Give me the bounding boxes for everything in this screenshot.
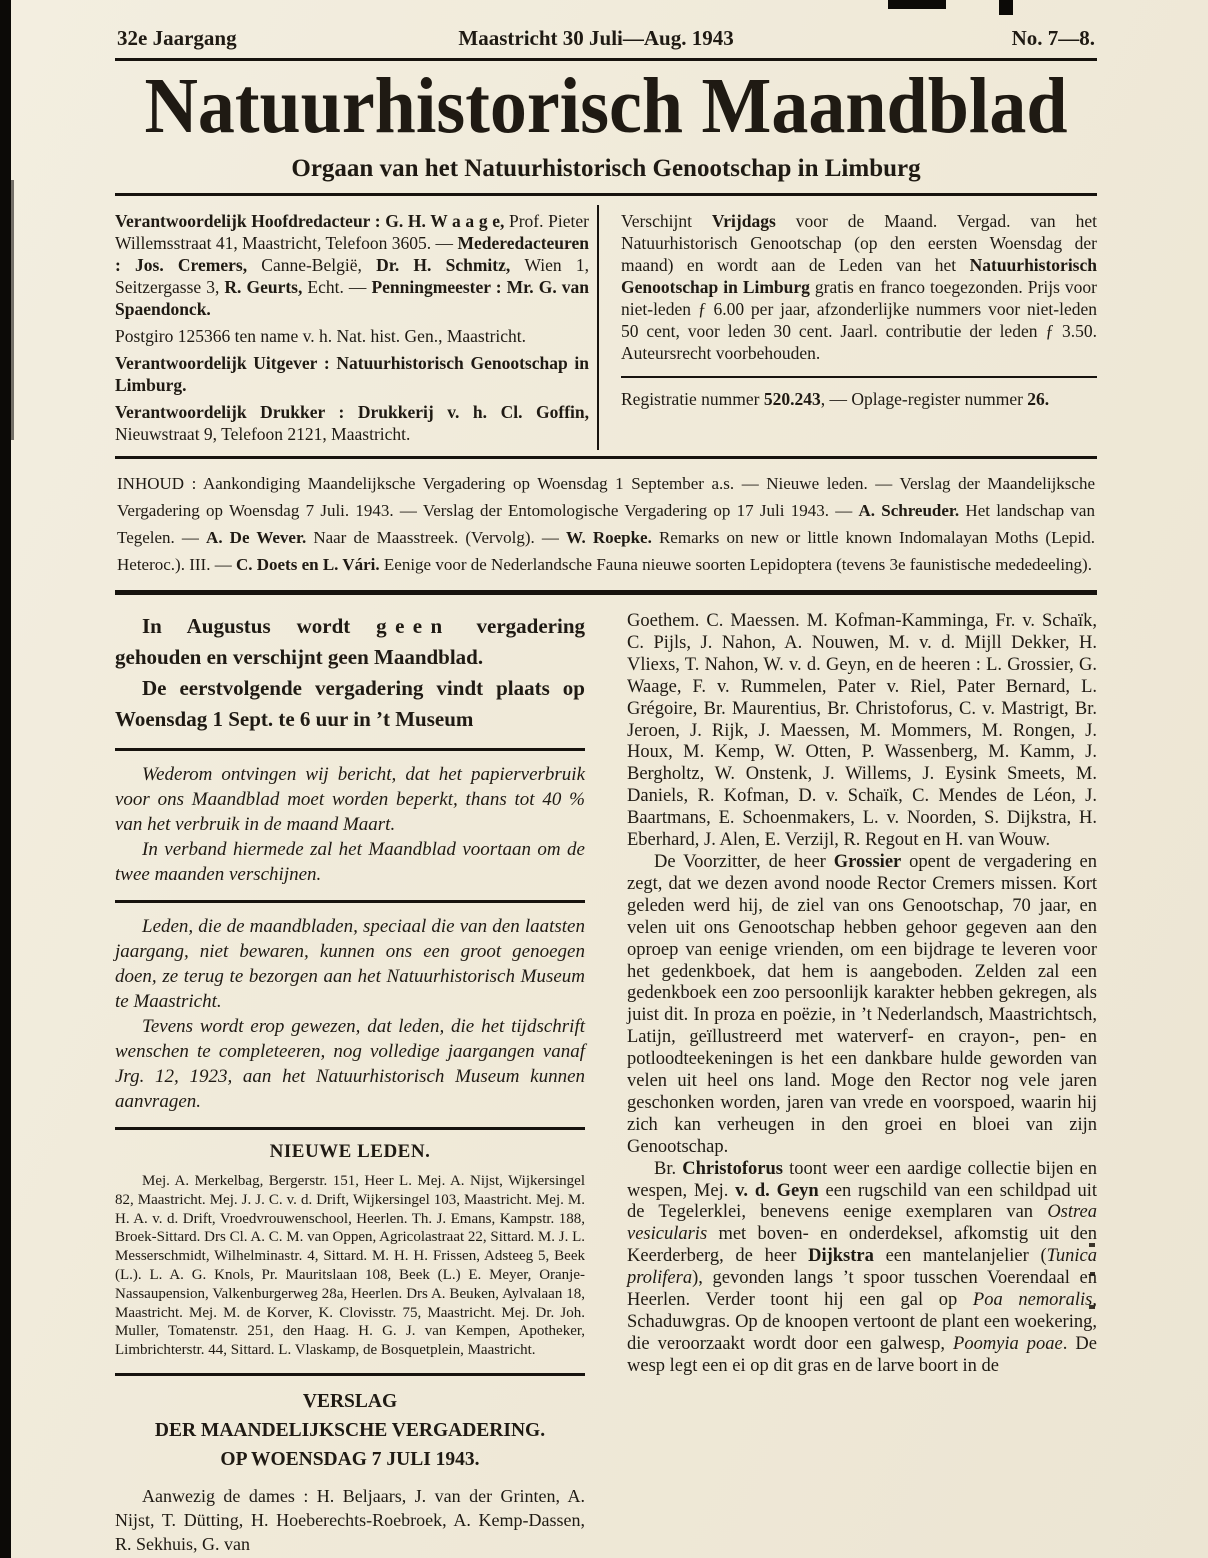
meeting-report-heading-line: OP WOENSDAG 7 JULI 1943.	[220, 1448, 480, 1470]
printer-paragraph: Verantwoordelijk Drukker : Drukkerij v. h. Cl. Goffin, Nieuwstraat 9, Telefoon 2121, Maastricht.	[115, 402, 589, 444]
complete-volumes-paragraph: Tevens wordt erop gewezen, dat leden, die het tijdschrift wenschen te completeeren, nog volledige jaargangen vanaf Jrg. 12, 1923, aan het Natuurhistorisch Museum kunnen aanvragen.	[115, 1016, 585, 1112]
scan-artifact-left-edge	[0, 0, 11, 1558]
scan-artifact-top-mark	[888, 0, 946, 9]
issue-number: No. 7—8.	[1011, 26, 1095, 50]
journal-subtitle: Orgaan van het Natuurhistorisch Genootschap in Limburg	[291, 155, 921, 182]
inhoud-bottom-rule	[115, 590, 1097, 595]
president-paragraph: De Voorzitter, de heer Grossier opent de vergadering en zegt, dat we dezen avond noode Rector Cremers missen. Kort geleden werd hij, de ziel van ons Genootschap, 70 jaar, en velen uit ons Genootschap hebben gehoor gegeven aan den oproep van eenige vrienden, om een bijdrage te leveren voor het gedenkboek, dat hem is aangeboden. Zelden zal een gedenkboek een zoo persoonlijk karakter hebben gekregen, als juist dit. In proza en poëzie, in ’t Nederlandsch, Maastrichtsch, Latijn, geïllustreerd met waterverf- en crayon-, pen- en potloodteekeningen is het een dankbare hulde geworden van velen uit heel ons land. Moge den Rector nog vele jaren geschonken worden, jaren van vrede en voorspoed, waarin hij zich kan verheugen in den groei en bloei van zijn Genootschap.	[627, 851, 1097, 1157]
colophon-editorial	[115, 205, 589, 450]
column-rule	[115, 1127, 585, 1130]
colophon	[115, 205, 1097, 450]
publisher-paragraph: Verantwoordelijk Uitgever : Natuurhistorisch Genootschap in Limburg.	[115, 353, 589, 395]
page-header	[115, 26, 1097, 51]
publication-info-paragraph: Verschijnt Vrijdags voor de Maand. Vergad. van het Natuurhistorisch Genootschap (op den eersten Woensdag der maand) en wordt aan de Leden van het Natuurhistorisch Genootschap in Limburg gratis en franco toegezonden. Prijs voor niet-leden ƒ 6.00 per jaar, afzonderlijke nummers voor niet-leden 50 cent, voor leden 30 cent. Jaarl. contributie der leden ƒ 3.50. Auteursrecht voorbehouden.	[621, 211, 1097, 363]
meeting-report-heading	[115, 1387, 585, 1474]
bimonthly-notice-paragraph: In verband hiermede zal het Maandblad voortaan om de twee maanden verschijnen.	[115, 839, 585, 885]
issue-date: Maastricht 30 Juli—Aug. 1943	[458, 26, 734, 50]
postgiro-line: Postgiro 125366 ten name v. h. Nat. hist. Gen., Maastricht.	[115, 326, 527, 346]
editors-paragraph: Verantwoordelijk Hoofdredacteur : G. H. W a a g e, Prof. Pieter Willemsstraat 41, Maastricht, Telefoon 3605. — Mederedacteuren : Jos. Cremers, Canne-België, Dr. H. Schmitz, Wien 1, Seitzergasse 3, R. Geurts, Echt. — Penningmeester : Mr. G. van Spaendonck.	[115, 211, 589, 319]
next-meeting-notice: De eerstvolgende vergadering vindt plaats op Woensdag 1 Sept. te 6 uur in ’t Museum	[115, 676, 585, 731]
column-rule	[115, 1373, 585, 1376]
table-of-contents: INHOUD : Aankondiging Maandelijksche Vergadering op Woensdag 1 September a.s. — Nieuwe leden. — Verslag der Maandelijksche Vergadering op Woensdag 7 Juli. 1943. — Verslag der Entomologische Vergadering op 17 Juli 1943. — A. Schreuder. Het landschap van Tegelen. — A. De Wever. Naar de Maasstreek. (Vervolg). — W. Roepke. Remarks on new or little known Indomalayan Moths (Lepid. Heteroc.). III. — C. Doets en L. Vári. Eenige voor de Nederlandsche Fauna nieuwe soorten Lepidoptera (tevens 3e faunistische mededeeling).	[117, 474, 1095, 574]
scan-artifact-top-mark	[999, 0, 1013, 15]
registration-rule	[621, 376, 1097, 378]
colophon-subscription	[599, 205, 1097, 450]
inhoud-top-rule	[115, 456, 1097, 459]
new-members-heading: NIEUWE LEDEN.	[269, 1141, 431, 1162]
meeting-report-heading-line: VERSLAG	[302, 1390, 398, 1412]
return-issues-paragraph: Leden, die de maandbladen, speciaal die van den laatsten jaargang, niet bewaren, kunnen ons een groot genoegen doen, ze terug te bezorgen aan het Natuurhistorisch Museum te Maastricht.	[115, 916, 585, 1012]
volume-label: 32e Jaargang	[117, 26, 237, 50]
august-notice: In Augustus wordt geen vergadering gehouden en verschijnt geen Maandblad.	[115, 614, 585, 669]
attendees-paragraph: Aanwezig de dames : H. Beljaars, J. van der Grinten, A. Nijst, T. Dütting, H. Hoeberechts-Roebroek, A. Kemp-Dassen, R. Sekhuis, G. van	[115, 1485, 585, 1554]
column-rule	[115, 900, 585, 903]
header-rule	[115, 58, 1097, 61]
left-column	[115, 611, 585, 1556]
body-columns	[115, 611, 1097, 1556]
page-content	[115, 26, 1097, 1556]
exhibits-paragraph: Br. Christoforus toont weer een aardige collectie bijen en wespen, Mej. v. d. Geyn een rugschild van een schildpad uit de Tegelerklei, benevens eenige exemplaren van Ostrea vesicularis met boven- en onderdeksel, afkomstig uit den Keerderberg, de heer Dijkstra een mantelanjelier (Tunica prolifera), gevonden langs ’t spoor tusschen Voerendaal en Heerlen. Verder toont hij een gal op Poa nemoralis, Schaduwgras. Op de knoopen vertoont de plant een woekering, die veroorzaakt wordt door een galwesp, Poomyia poae. De wesp legt een ei op dit gras en de larve boort in de	[627, 1158, 1098, 1376]
new-members-list: Mej. A. Merkelbag, Bergerstr. 151, Heer L. Mej. A. Nijst, Wijkersingel 82, Maastricht. Mej. J. J. C. v. d. Drift, Wijkersingel 103, Maastricht. Mej. M. H. A. v. d. Drift, Vroedvrouwenschool, Heerlen. Th. J. Emans, Kampstr. 188, Broek-Sittard. Drs Cl. A. C. M. van Oppen, Agricolastraat 22, Sittard. M. J. L. Messerschmidt, Wilhelminastr. 4, Sittard. M. H. H. Frissen, Adsteeg 5, Beek (L.). L. A. G. Knols, Pr. Mauritslaan 108, Beek (L.) E. Meyer, Oranje-Nassaupension, Valkenburgerweg 28a, Heerlen. Drs A. Beuken, Aylvalaan 18, Maastricht. Mej. M. de Korver, K. Clovisstr. 75, Maastricht. Mej. Dr. Joh. Muller, Tomatenstr. 251, den Haag. H. G. J. van Kempen, Apotheker, Limbrichterstr. 44, Sittard. L. Vlaskamp, de Bosquetplein, Maastricht.	[115, 1173, 585, 1359]
column-rule	[115, 748, 585, 751]
subtitle-rule	[115, 193, 1097, 196]
meeting-report-heading-line: DER MAANDELIJKSCHE VERGADERING.	[154, 1419, 546, 1441]
journal-title: Natuurhistorisch Maandblad	[144, 61, 1068, 151]
attendees-continued-paragraph: Goethem. C. Maessen. M. Kofman-Kamminga, Fr. v. Schaïk, C. Pijls, J. Nahon, A. Nouwen, M. v. d. Mijll Dekker, H. Vliexs, T. Nahon, W. v. d. Geyn, en de heeren : L. Grossier, G. Waage, F. v. Rummelen, Pater v. Riel, Pater Bernard, L. Grégoire, Br. Maurentius, Br. Christoforus, C. v. Mastrigt, Br. Jeroen, J. Rijk, J. Maessen, M. Mommers, M. Rongen, J. Houx, M. Kemp, W. Otten, P. Wassenberg, M. Kamm, J. Bergholtz, W. Onstenk, J. Willems, J. Eysink Smeets, M. Daniels, R. Kofman, D. v. Schaïk, C. Mendes de Léon, J. Baartmans, E. Schoenmakers, L. v. Noorden, S. Dijkstra, H. Eberhard, J. Alen, E. Verzijl, R. Regout en H. van Wouw.	[627, 611, 1097, 851]
registration-line: Registratie nummer 520.243, — Oplage-register nummer 26.	[621, 389, 1050, 409]
paper-restriction-paragraph: Wederom ontvingen wij bericht, dat het papierverbruik voor ons Maandblad moet worden beperkt, thans tot 40 % van het verbruik in de maand Maart.	[115, 764, 585, 835]
right-column	[627, 611, 1097, 1556]
